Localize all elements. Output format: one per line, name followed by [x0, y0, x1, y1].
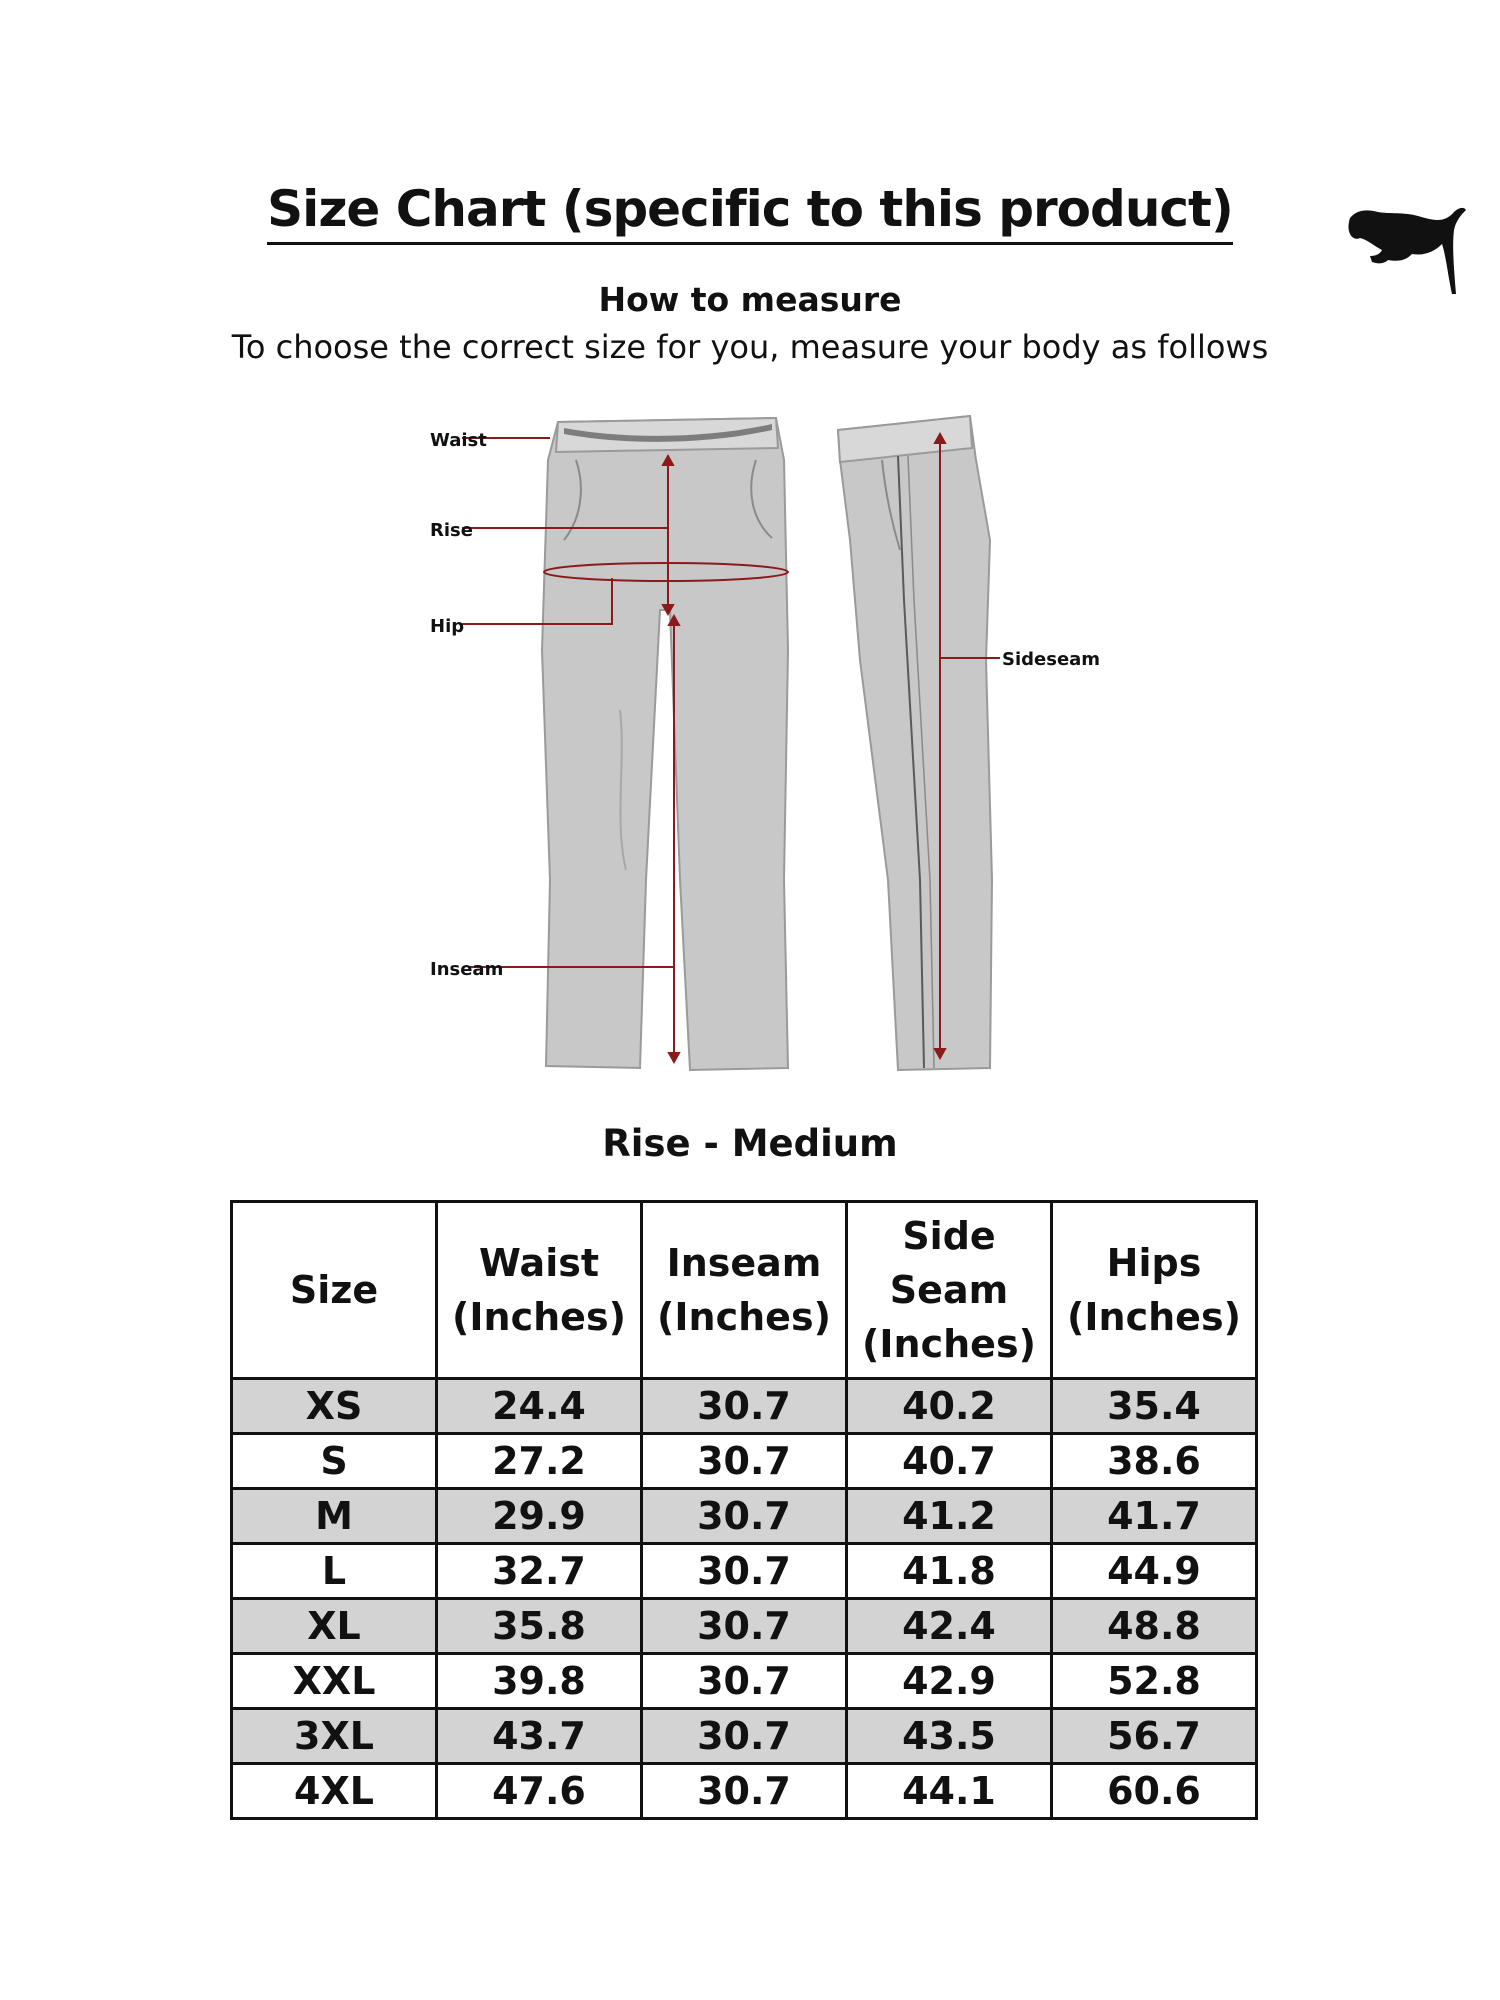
measurement-cell: 32.7 — [437, 1544, 642, 1599]
size-cell: 4XL — [232, 1764, 437, 1819]
rise-label: Rise — [430, 520, 473, 541]
measurement-cell: 44.9 — [1052, 1544, 1257, 1599]
measurement-cell: 24.4 — [437, 1379, 642, 1434]
measurement-cell: 30.7 — [642, 1489, 847, 1544]
hip-label: Hip — [430, 616, 465, 637]
page-title — [0, 180, 1500, 238]
measurement-cell: 56.7 — [1052, 1709, 1257, 1764]
table-row — [232, 1434, 1257, 1489]
measurement-cell: 40.2 — [847, 1379, 1052, 1434]
size-cell: L — [232, 1544, 437, 1599]
measurement-cell: 30.7 — [642, 1379, 847, 1434]
measurement-cell: 43.7 — [437, 1709, 642, 1764]
sideseam-label: Sideseam — [1002, 649, 1101, 670]
table-row — [232, 1654, 1257, 1709]
column-header-line: (Inches) — [1067, 1295, 1241, 1339]
table-row — [232, 1599, 1257, 1654]
column-header-line: (Inches) — [452, 1295, 626, 1339]
size-cell: S — [232, 1434, 437, 1489]
measurement-cell: 30.7 — [642, 1544, 847, 1599]
measurement-cell: 42.4 — [847, 1599, 1052, 1654]
table-row — [232, 1709, 1257, 1764]
table-header-row — [232, 1202, 1257, 1379]
measurement-cell: 52.8 — [1052, 1654, 1257, 1709]
table-row — [232, 1544, 1257, 1599]
measurement-cell: 60.6 — [1052, 1764, 1257, 1819]
measurement-cell: 35.4 — [1052, 1379, 1257, 1434]
how-to-heading: How to measure — [598, 280, 902, 319]
measurement-cell: 48.8 — [1052, 1599, 1257, 1654]
measurement-cell: 38.6 — [1052, 1434, 1257, 1489]
size-cell: 3XL — [232, 1709, 437, 1764]
measurement-cell: 43.5 — [847, 1709, 1052, 1764]
waist-label: Waist — [430, 430, 487, 451]
measurement-cell: 42.9 — [847, 1654, 1052, 1709]
column-header-line: (Inches) — [657, 1295, 831, 1339]
column-header — [437, 1202, 642, 1379]
side-pants-icon — [838, 416, 992, 1070]
title-text: Size Chart (specific to this product) — [267, 180, 1233, 245]
measurement-cell: 30.7 — [642, 1434, 847, 1489]
measurement-cell: 39.8 — [437, 1654, 642, 1709]
table-row — [232, 1379, 1257, 1434]
pants-measurement-diagram — [400, 400, 1120, 1100]
size-cell: XS — [232, 1379, 437, 1434]
size-cell: M — [232, 1489, 437, 1544]
measurement-cell: 41.2 — [847, 1489, 1052, 1544]
measurement-cell: 30.7 — [642, 1599, 847, 1654]
rise-label-heading: Rise - Medium — [602, 1122, 898, 1165]
front-pants-icon — [542, 418, 788, 1070]
measurement-cell: 44.1 — [847, 1764, 1052, 1819]
table-row — [232, 1764, 1257, 1819]
instructions-text: To choose the correct size for you, measure your body as follows — [231, 328, 1269, 366]
column-header-line: Seam — [889, 1268, 1009, 1312]
column-header-line: Side — [902, 1214, 996, 1258]
measurement-cell: 30.7 — [642, 1764, 847, 1819]
measurement-cell: 29.9 — [437, 1489, 642, 1544]
measurement-cell: 30.7 — [642, 1709, 847, 1764]
size-cell: XXL — [232, 1654, 437, 1709]
column-header-line: Waist — [478, 1241, 599, 1285]
table-row — [232, 1489, 1257, 1544]
inseam-label: Inseam — [430, 959, 504, 980]
size-cell: XL — [232, 1599, 437, 1654]
size-table — [230, 1200, 1258, 1820]
measurement-cell: 27.2 — [437, 1434, 642, 1489]
measurement-cell: 47.6 — [437, 1764, 642, 1819]
table-body — [232, 1379, 1257, 1819]
measurement-cell: 41.8 — [847, 1544, 1052, 1599]
column-header-line: Inseam — [666, 1241, 822, 1285]
measurement-cell: 35.8 — [437, 1599, 642, 1654]
column-header-line: Size — [289, 1268, 379, 1312]
column-header — [847, 1202, 1052, 1379]
column-header — [232, 1202, 437, 1379]
column-header-line: Hips — [1106, 1241, 1202, 1285]
column-header — [642, 1202, 847, 1379]
measurement-cell: 40.7 — [847, 1434, 1052, 1489]
column-header-line: (Inches) — [862, 1322, 1036, 1366]
measurement-cell: 41.7 — [1052, 1489, 1257, 1544]
column-header — [1052, 1202, 1257, 1379]
measurement-cell: 30.7 — [642, 1654, 847, 1709]
